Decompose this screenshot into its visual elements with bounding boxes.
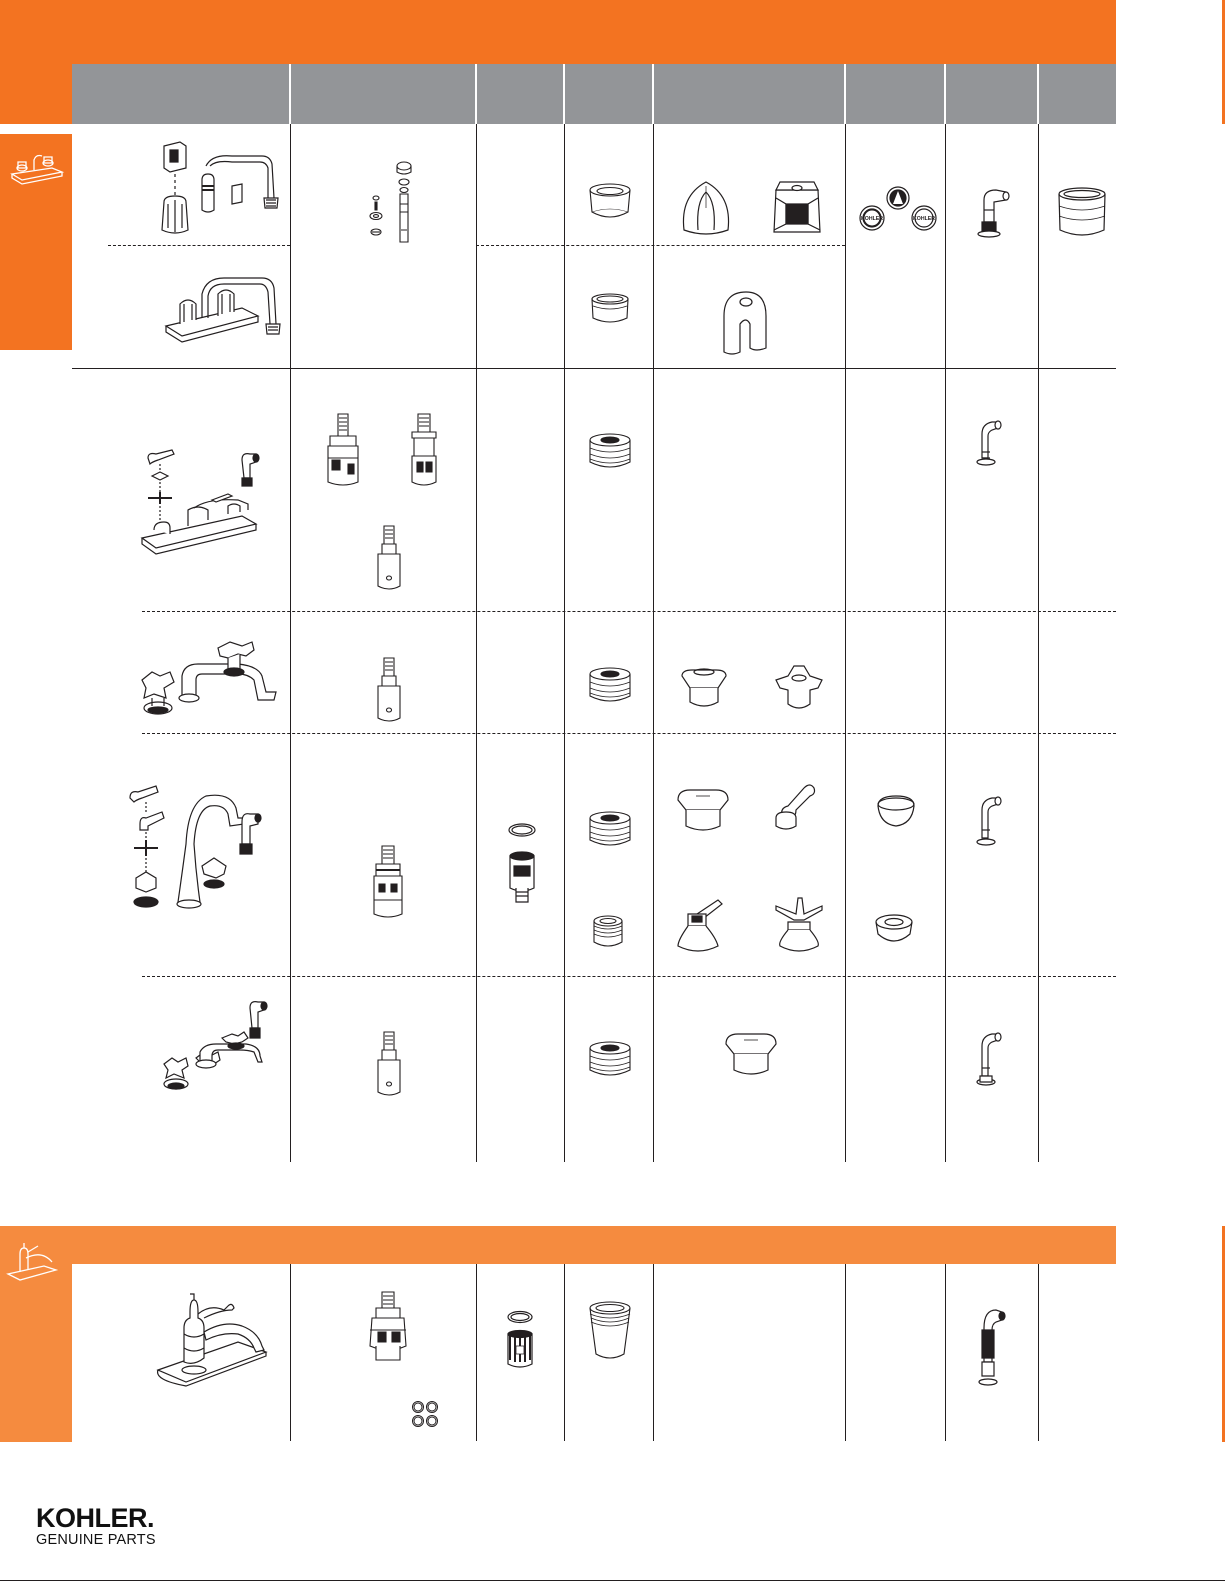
column-header-row — [72, 64, 1116, 124]
section-tab-two-handle — [0, 134, 72, 350]
medallion-label: KOHLER — [861, 216, 883, 223]
row-dashed-rule — [142, 976, 1116, 977]
single-handle-faucet-icon — [4, 1240, 66, 1284]
flange-ring-illustration — [874, 912, 914, 952]
column-rule — [290, 124, 291, 1162]
star-handle-illustration — [770, 664, 828, 712]
column-header-divider — [652, 64, 654, 124]
column-rule — [564, 124, 565, 1162]
wristblade-lever-illustration — [770, 782, 818, 836]
column-rule — [290, 1264, 291, 1441]
sprayer-hose-illustration — [976, 418, 1010, 472]
compression-cartridge-illustration — [404, 412, 444, 486]
column-rule — [945, 124, 946, 1162]
side-tab-top — [0, 0, 72, 124]
single-handle-kitchen-faucet-illustration — [154, 1290, 278, 1386]
widespread-faucet-exploded-illustration — [126, 784, 282, 926]
single-control-cartridge-illustration — [366, 1290, 412, 1374]
stem-cartridge-illustration — [374, 1030, 404, 1096]
column-rule — [476, 124, 477, 1162]
tall-aerator-illustration — [588, 1300, 632, 1362]
valve-cartridge-illustration — [370, 844, 406, 918]
o-ring-and-valve-illustration — [502, 822, 542, 912]
stem-assembly-illustration — [366, 160, 416, 245]
kohler-logo — [36, 1505, 156, 1549]
row-dashed-rule — [142, 733, 1116, 734]
escutcheon-ring-illustration — [1056, 186, 1108, 240]
column-header-divider — [844, 64, 846, 124]
dome-handle-illustration — [720, 288, 770, 356]
column-header-divider — [563, 64, 565, 124]
section-tab-single-handle — [0, 1226, 72, 1442]
pullout-sprayhead-illustration — [978, 1306, 1010, 1392]
stem-cartridge-illustration — [374, 524, 404, 590]
row-dashed-rule — [476, 245, 845, 246]
column-rule — [476, 1264, 477, 1441]
index-button-set-illustration — [858, 186, 938, 234]
blade-handle-illustration — [676, 786, 730, 834]
column-rule — [945, 1264, 946, 1441]
logo-tagline: GENUINE PARTS — [36, 1532, 156, 1548]
stem-cartridge-illustration — [374, 656, 404, 722]
ceramic-cartridge-illustration — [322, 412, 364, 486]
column-rule — [845, 124, 846, 1162]
cross-handle-illustration — [678, 664, 730, 710]
column-header-divider — [475, 64, 477, 124]
diverter-valve-illustration — [502, 1310, 538, 1378]
faucet-with-sidespray-illustration — [160, 1000, 286, 1096]
two-handle-faucet-icon — [6, 148, 68, 188]
laundry-faucet-with-handle-illustration — [150, 138, 285, 243]
column-header-divider — [944, 64, 946, 124]
lever-handle-illustration — [674, 896, 726, 956]
o-ring-set-illustration — [410, 1400, 442, 1430]
short-aerator-illustration — [590, 914, 626, 950]
footer-rule — [0, 1580, 1225, 1581]
sprayhead-illustration — [974, 186, 1014, 240]
dome-cap-illustration — [874, 792, 918, 832]
medallion-label: KOHLER — [913, 216, 935, 223]
aerator-illustration — [588, 182, 632, 224]
kitchen-faucet-with-sprayer-illustration — [138, 450, 278, 566]
column-rule — [1038, 1264, 1039, 1441]
threaded-aerator-illustration — [588, 810, 632, 852]
knob-handle-illustration — [678, 178, 734, 238]
blade-handle-illustration — [724, 1030, 778, 1078]
column-rule — [1038, 124, 1039, 1162]
faucet-with-cross-handles-illustration — [138, 636, 280, 726]
column-rule — [845, 1264, 846, 1441]
threaded-aerator-illustration — [588, 666, 632, 706]
sprayer-hose-illustration — [976, 794, 1010, 852]
threaded-aerator-illustration — [588, 432, 632, 472]
top-header-band — [0, 0, 1116, 64]
row-dashed-rule — [108, 245, 290, 246]
column-header-divider — [1037, 64, 1039, 124]
section-rule — [72, 368, 1116, 369]
sprayer-hose-illustration — [976, 1030, 1010, 1092]
column-rule — [564, 1264, 565, 1441]
cross-blade-handle-illustration — [774, 896, 824, 956]
column-rule — [653, 124, 654, 1162]
lever-cap-handle-illustration — [772, 180, 822, 238]
section-header-single-handle — [72, 1226, 1116, 1264]
column-rule — [653, 1264, 654, 1441]
laundry-faucet-deck-illustration — [162, 270, 287, 356]
aerator-small-illustration — [590, 292, 630, 328]
column-header-divider — [289, 64, 291, 124]
threaded-aerator-illustration — [588, 1040, 632, 1082]
row-dashed-rule — [142, 611, 1116, 612]
logo-wordmark: KOHLER. — [36, 1503, 154, 1533]
